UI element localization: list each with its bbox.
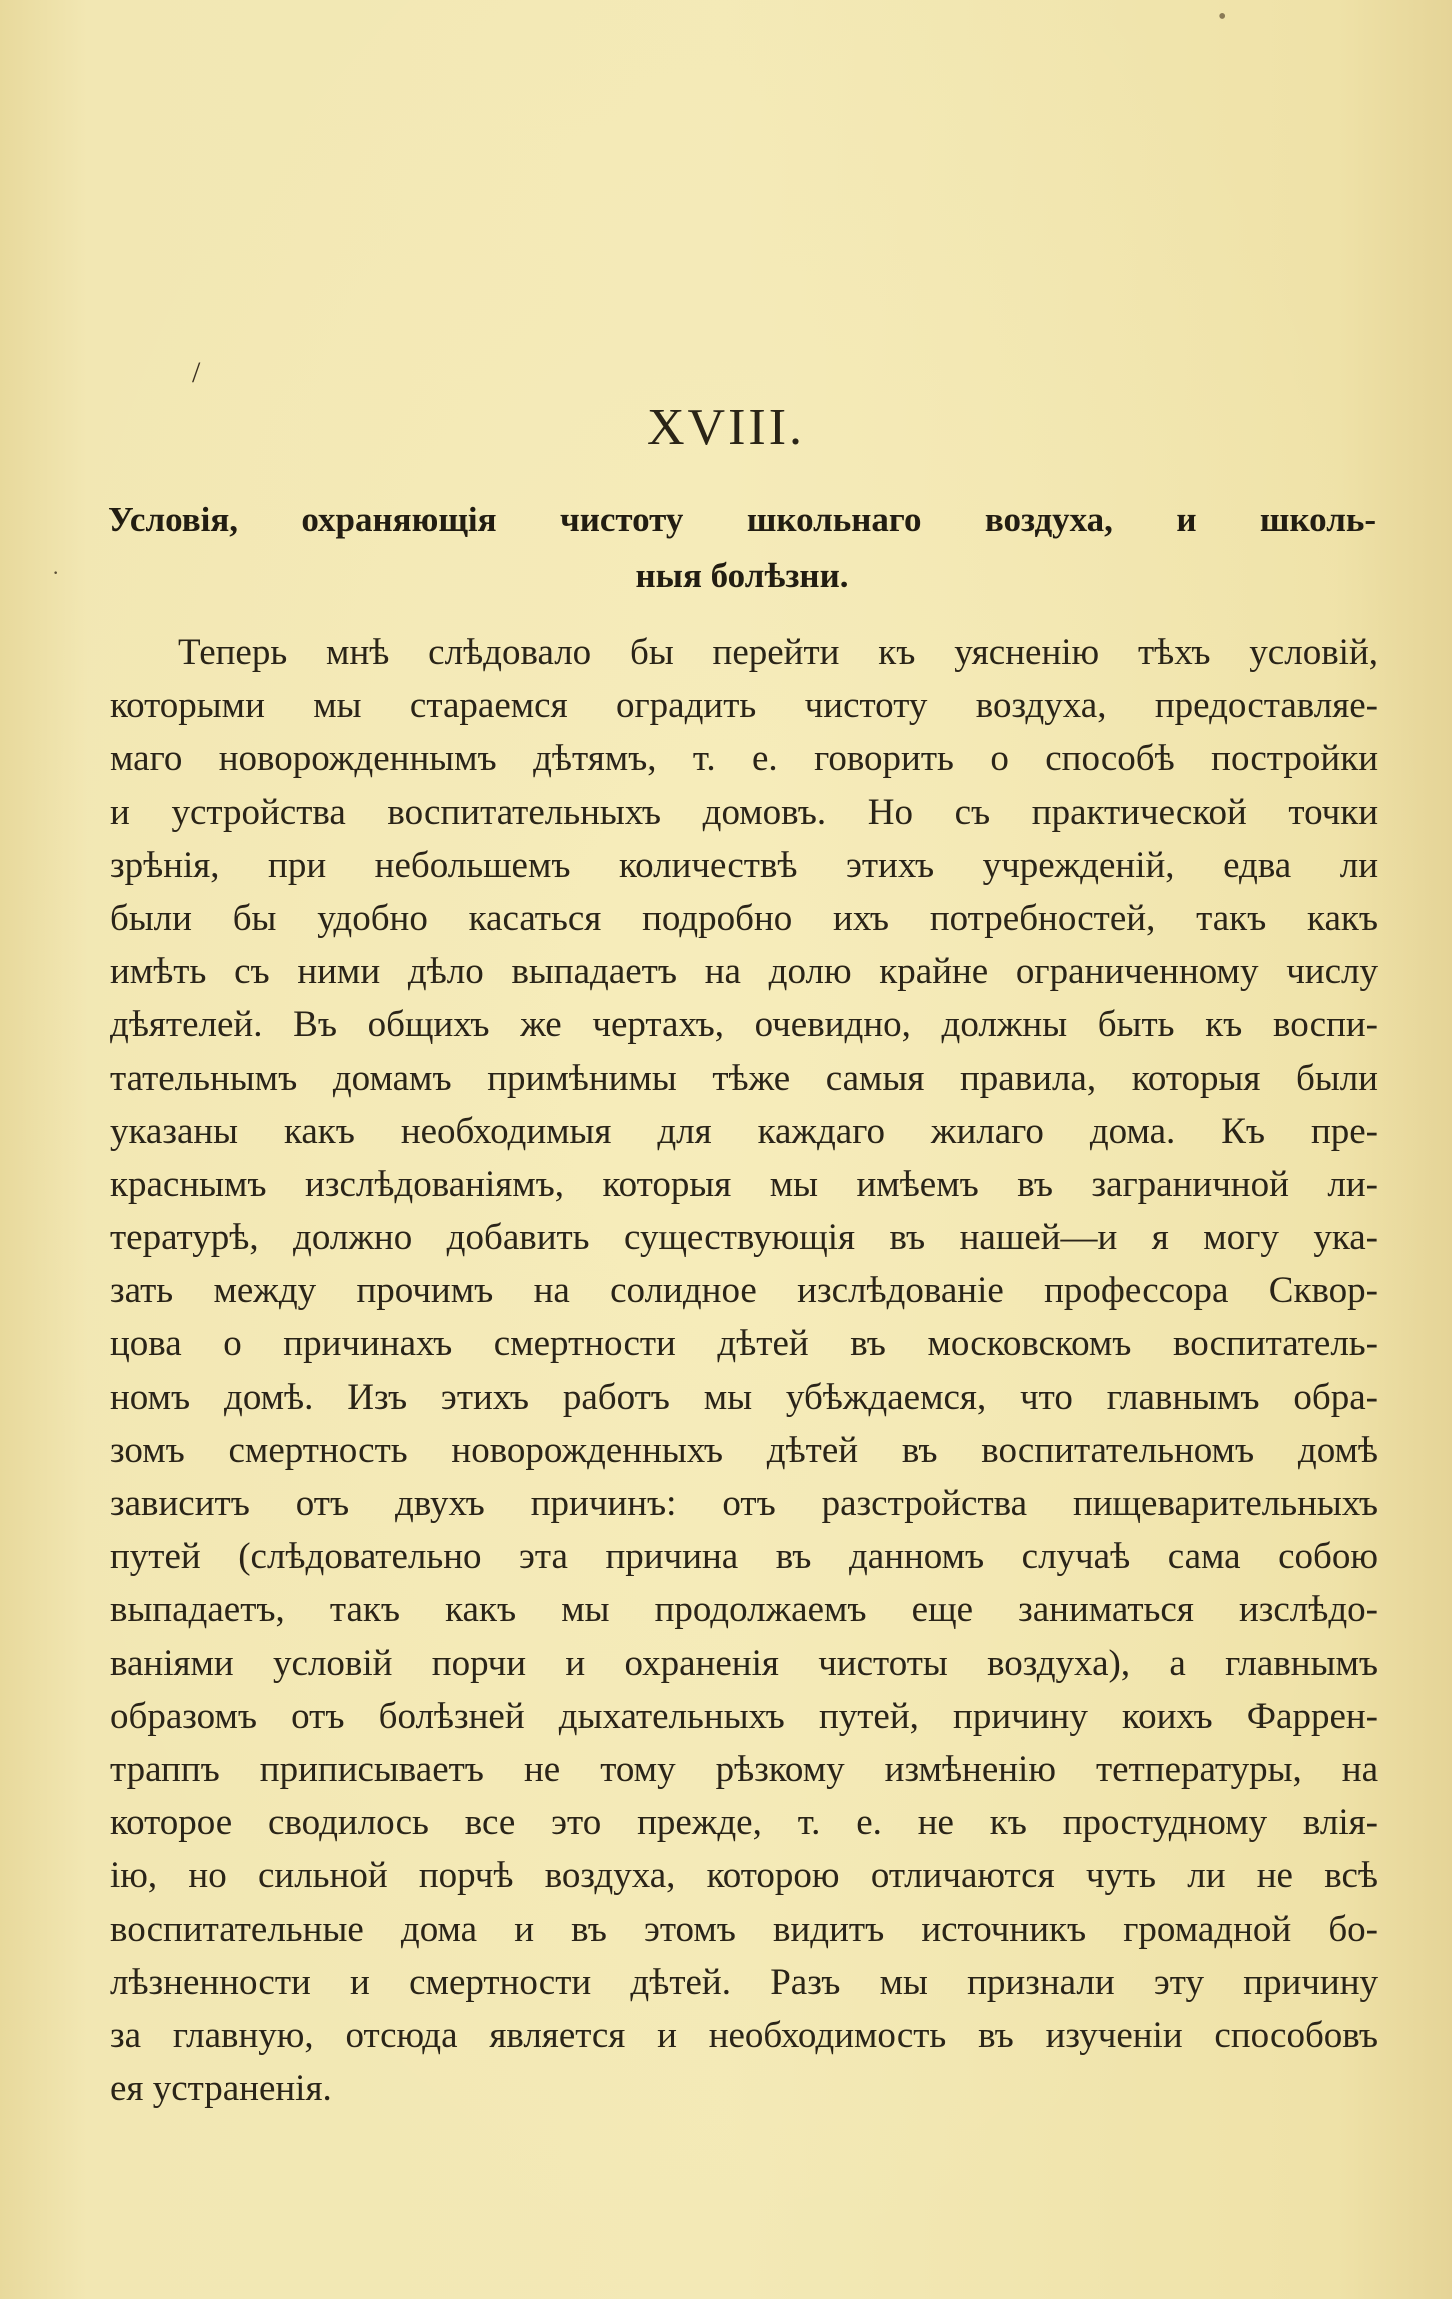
text-line: маго новорожденнымъ дѣтямъ, т. е. говорить о способѣ постройки: [110, 738, 1378, 780]
text-line: зрѣнія, при небольшемъ количествѣ этихъ учрежденій, едва ли: [110, 844, 1378, 886]
text-line: путей (слѣдовательно эта причина въ данномъ случаѣ сама собою: [110, 1536, 1378, 1578]
chapter-number: XVIII.: [646, 399, 806, 456]
text-line: за главную, отсюда является и необходимость въ изученіи способовъ: [110, 2014, 1378, 2056]
text-line: Теперь мнѣ слѣдовало бы перейти къ уясненію тѣхъ условій,: [178, 632, 1378, 673]
text-line: номъ домѣ. Изъ этихъ работъ мы убѣждаемся, что главнымъ обра-: [110, 1376, 1378, 1418]
corner-spot-mark: •: [1218, 4, 1227, 30]
text-line: которыми мы стараемся оградить чистоту воздуха, предоставляе-: [110, 685, 1378, 727]
text-line: ію, но сильной порчѣ воздуха, которою отличаются чуть ли не всѣ: [110, 1855, 1378, 1897]
text-line: зать между прочимъ на солидное изслѣдованіе профессора Сквор-: [110, 1270, 1378, 1312]
text-line: были бы удобно касаться подробно ихъ потребностей, такъ какъ: [110, 897, 1378, 939]
text-line: которое сводилось все это прежде, т. е. не къ простудному влія-: [110, 1802, 1378, 1844]
margin-dot-mark: ·: [52, 560, 60, 585]
chapter-title-line: ныя болѣзни.: [635, 556, 849, 595]
text-line: ея устраненія.: [110, 2068, 332, 2110]
text-line: лѣзненности и смертности дѣтей. Разъ мы признали эту причину: [110, 1961, 1378, 2003]
text-line: указаны какъ необходимыя для каждаго жилаго дома. Къ пре-: [110, 1110, 1378, 1152]
text-line: имѣть съ ними дѣло выпадаетъ на долю крайне ограниченному числу: [110, 951, 1378, 993]
text-line: траппъ приписываетъ не тому рѣзкому измѣненію тетпературы, на: [110, 1748, 1378, 1790]
text-line: ваніями условій порчи и охраненія чистоты воздуха), а главнымъ: [110, 1642, 1378, 1684]
text-line: и устройства воспитательныхъ домовъ. Но съ практической точки: [110, 791, 1378, 833]
margin-pencil-mark: /: [192, 356, 201, 389]
body-paragraph: [110, 626, 1378, 2115]
text-line: дѣятелей. Въ общихъ же чертахъ, очевидно, должны быть къ воспи-: [110, 1004, 1378, 1046]
chapter-title-line: Условія, охраняющія чистоту школьнаго воздуха, и школь-: [108, 500, 1376, 539]
text-line: цова о причинахъ смертности дѣтей въ московскомъ воспитатель-: [110, 1323, 1378, 1365]
text-line: выпадаетъ, такъ какъ мы продолжаемъ еще заниматься изслѣдо-: [110, 1589, 1378, 1631]
text-line: краснымъ изслѣдованіямъ, которыя мы имѣемъ въ заграничной ли-: [110, 1163, 1378, 1205]
text-line: тательнымъ домамъ примѣнимы тѣже самыя правила, которыя были: [110, 1057, 1378, 1099]
text-line: воспитательные дома и въ этомъ видитъ источникъ громадной бо-: [110, 1908, 1378, 1950]
text-line: тературѣ, должно добавить существующія въ нашей—и я могу ука-: [110, 1217, 1378, 1259]
text-line: зависитъ отъ двухъ причинъ: отъ разстройства пищеварительныхъ: [110, 1483, 1378, 1524]
text-line: зомъ смертность новорожденныхъ дѣтей въ воспитательномъ домѣ: [110, 1429, 1378, 1471]
text-line: образомъ отъ болѣзней дыхательныхъ путей, причину коихъ Фаррен-: [110, 1695, 1378, 1737]
chapter-title: [108, 492, 1376, 604]
